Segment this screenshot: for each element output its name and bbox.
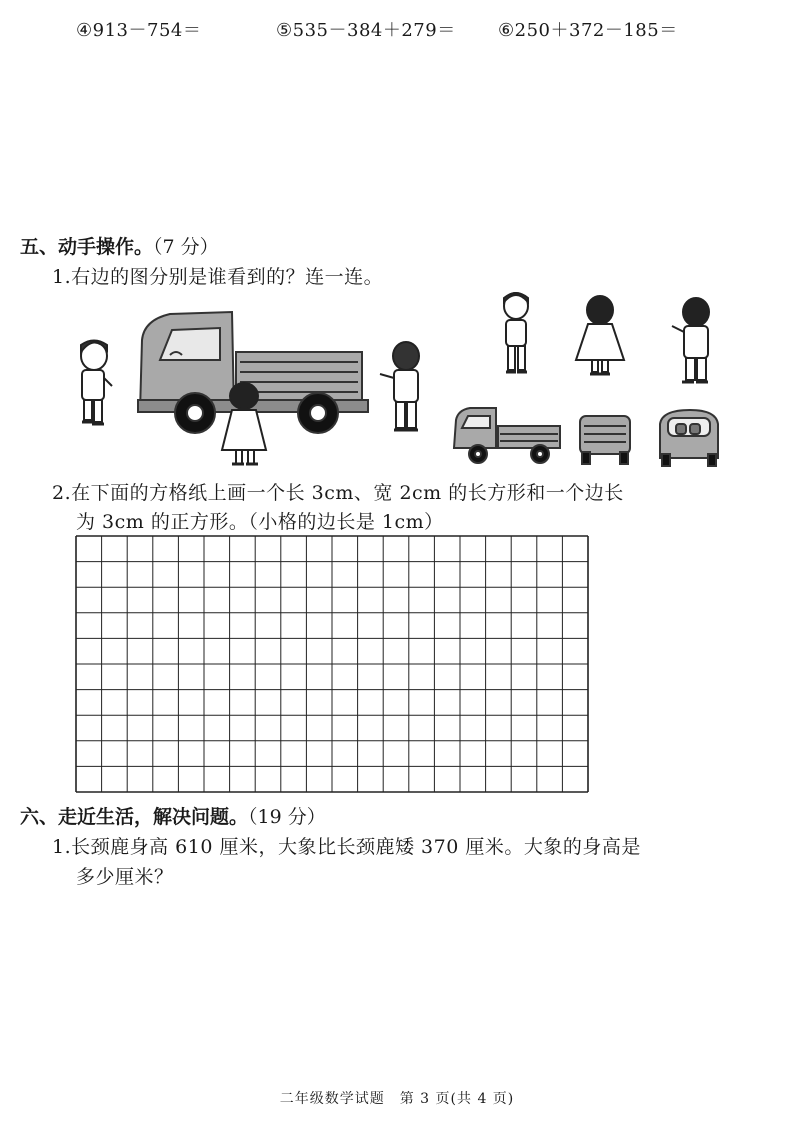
page-footer: 二年级数学试题 第 3 页(共 4 页) xyxy=(279,1091,515,1107)
section-5-title: 五、动手操作。 xyxy=(20,236,154,258)
truck-side-icon xyxy=(454,408,560,463)
question-6-1-line-2: 多少厘米？ xyxy=(76,866,174,888)
section-5-points: （7 分） xyxy=(153,236,219,258)
section-5-heading xyxy=(20,232,219,259)
boy-right-figure xyxy=(380,342,419,430)
calc-item-4: ④913－754＝ xyxy=(76,20,202,41)
girl-back-icon xyxy=(576,296,624,374)
boy-front-icon xyxy=(504,293,528,372)
views-of-truck xyxy=(450,402,725,470)
question-6-1-line-1: 1.长颈鹿身高 610 厘米，大象比长颈鹿矮 370 厘米。大象的身高是 xyxy=(52,836,641,858)
boy-back-icon xyxy=(672,298,709,382)
boy-left-figure xyxy=(81,341,112,425)
section-6-title: 六、走近生活，解决问题。 xyxy=(20,806,249,828)
calc-item-6: ⑥250＋372－185＝ xyxy=(498,20,678,41)
question-5-1: 1.右边的图分别是谁看到的？连一连。 xyxy=(52,266,384,288)
section-6-heading xyxy=(20,802,326,829)
truck-back-icon xyxy=(580,416,630,464)
grid-paper[interactable] xyxy=(76,536,588,792)
truck-front-icon xyxy=(660,410,718,466)
section-6-points: （19 分） xyxy=(248,806,326,828)
views-of-children xyxy=(490,290,730,390)
question-5-2-line-2: 为 3cm 的正方形。（小格的边长是 1cm） xyxy=(76,511,444,533)
question-5-2-line-1: 2.在下面的方格纸上画一个长 3cm、宽 2cm 的长方形和一个边长 xyxy=(52,482,624,504)
calc-item-5: ⑤535－384＋279＝ xyxy=(276,20,456,41)
scene-illustration xyxy=(60,300,440,475)
